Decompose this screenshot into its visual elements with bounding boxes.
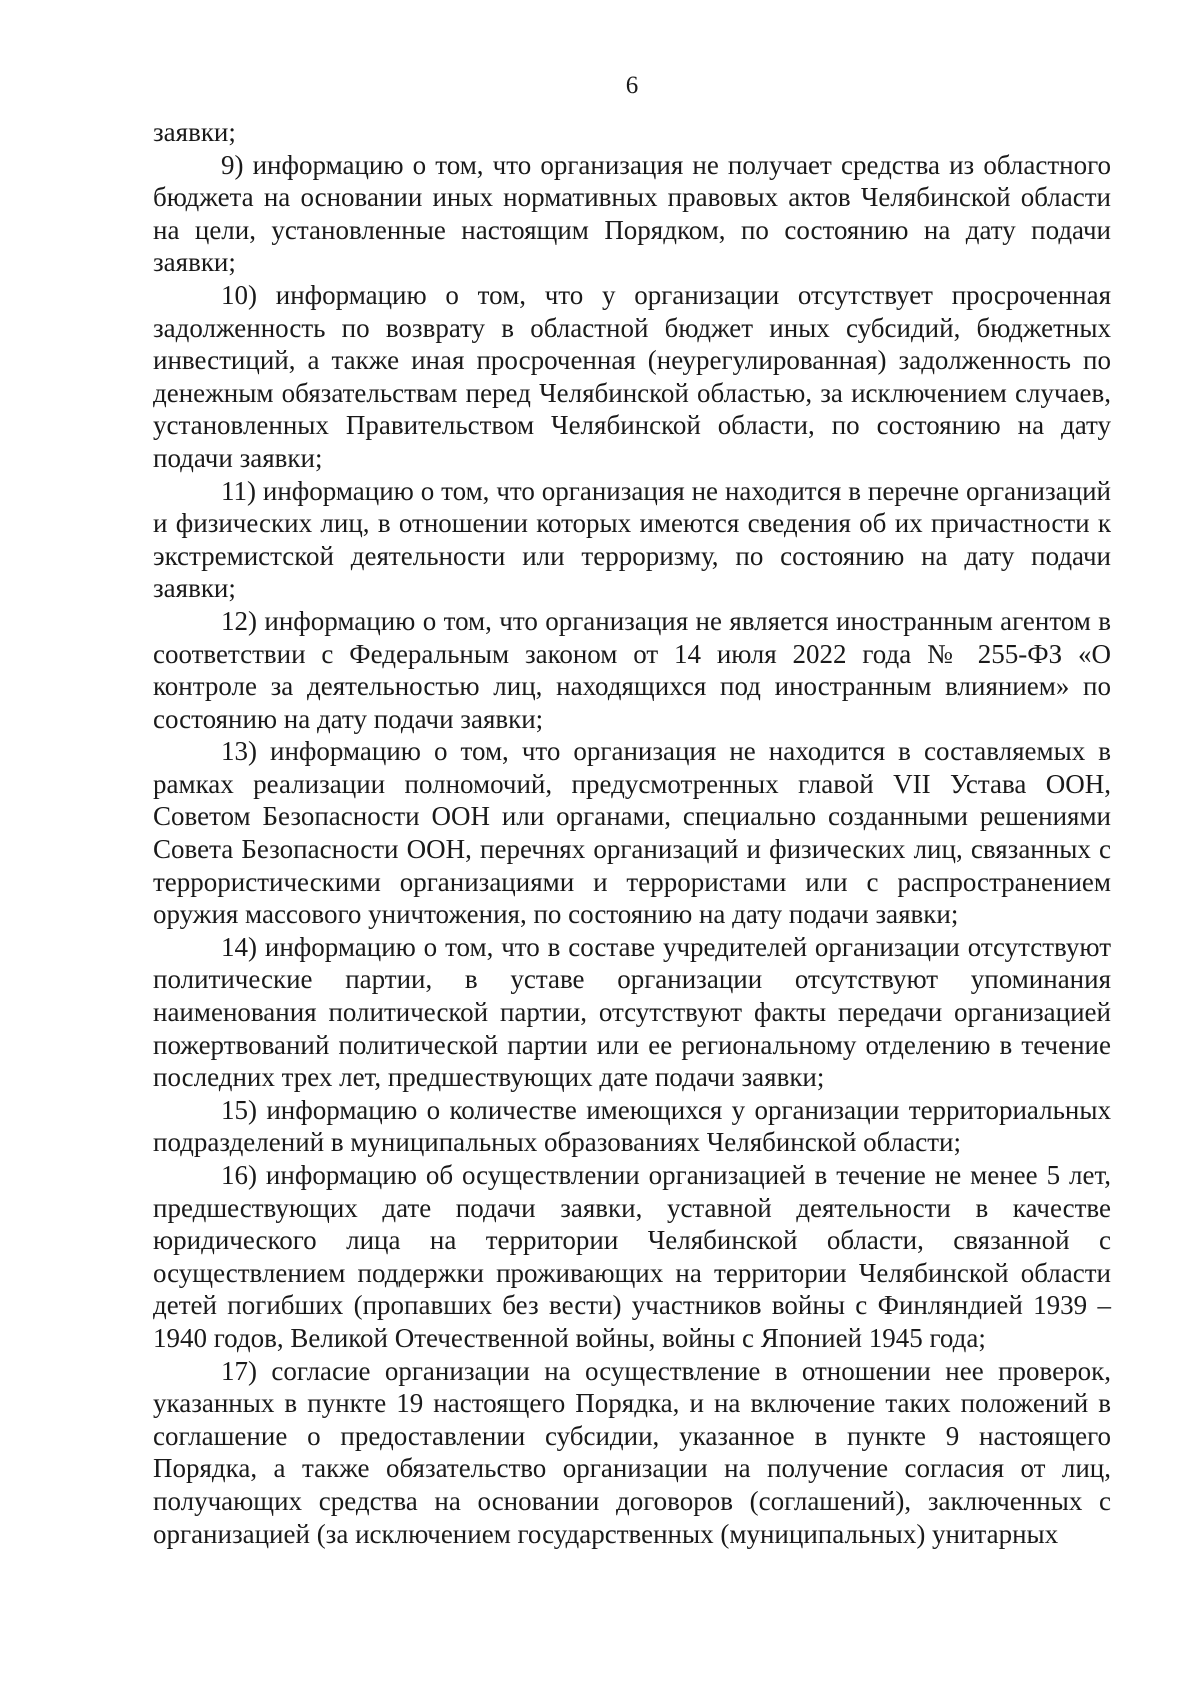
- paragraph-item-10: 10) информацию о том, что у организации отсутствует просроченная задолженность по возврату в областной бюджет иных субсидий, бюджетных инвестиций, а также иная просроченная (неурегулированная) задолженность по денежным обязательствам перед Челябинской областью, за исключением случаев, установленных Правительством Челябинской области, по состоянию на дату подачи заявки;: [153, 279, 1111, 473]
- page-number: 6: [625, 72, 639, 99]
- paragraph-continuation: заявки;: [153, 117, 236, 147]
- paragraph-item-16: 16) информацию об осуществлении организацией в течение не менее 5 лет, предшествующих дате подачи заявки, уставной деятельности в качестве юридического лица на территории Челябинской области, связанной с осуществлением поддержки проживающих на территории Челябинской области детей погибших (пропавших без вести) участников войны с Финляндией 1939 – 1940 годов, Великой Отечественной войны, войны с Японией 1945 года;: [153, 1160, 1111, 1353]
- paragraph-item-13: 13) информацию о том, что организация не находится в составляемых в рамках реализации полномочий, предусмотренных главой VII Устава ООН, Советом Безопасности ООН или органами, специально созданными решениями Совета Безопасности ООН, перечнях организаций и физических лиц, связанных с террористическими организациями и террористами или с распространением оружия массового уничтожения, по состоянию на дату подачи заявки;: [153, 736, 1111, 930]
- paragraph-item-14: 14) информацию о том, что в составе учредителей организации отсутствуют политические партии, в уставе организации отсутствуют упоминания наименования политической партии, отсутствуют факты передачи организацией пожертвований политической партии или ее региональному отделению в течение последних трех лет, предшествующих дате подачи заявки;: [153, 931, 1111, 1093]
- paragraph-item-11: 11) информацию о том, что организация не находится в перечне организаций и физических лиц, в отношении которых имеются сведения об их причастности к экстремистской деятельности или терроризму, по состоянию на дату подачи заявки;: [153, 475, 1111, 604]
- document-body: [153, 116, 1111, 1550]
- paragraph-item-15: 15) информацию о количестве имеющихся у организации территориальных подразделений в муниципальных образованиях Челябинской области;: [153, 1094, 1111, 1158]
- paragraph-item-12: 12) информацию о том, что организация не является иностранным агентом в соответствии с Федеральным законом от 14 июля 2022 года № 255-ФЗ «О контроле за деятельностью лиц, находящихся под иностранным влиянием» по состоянию на дату подачи заявки;: [153, 605, 1111, 734]
- paragraph-item-9: 9) информацию о том, что организация не получает средства из областного бюджета на основании иных нормативных правовых актов Челябинской области на цели, установленные настоящим Порядком, по состоянию на дату подачи заявки;: [153, 149, 1111, 278]
- paragraph-item-17: 17) согласие организации на осуществление в отношении нее проверок, указанных в пункте 19 настоящего Порядка, и на включение таких положений в соглашение о предоставлении субсидии, указанное в пункте 9 настоящего Порядка, а также обязательство организации на получение согласия от лиц, получающих средства на основании договоров (соглашений), заключенных с организацией (за исключением государственных (муниципальных) унитарных: [153, 1355, 1111, 1549]
